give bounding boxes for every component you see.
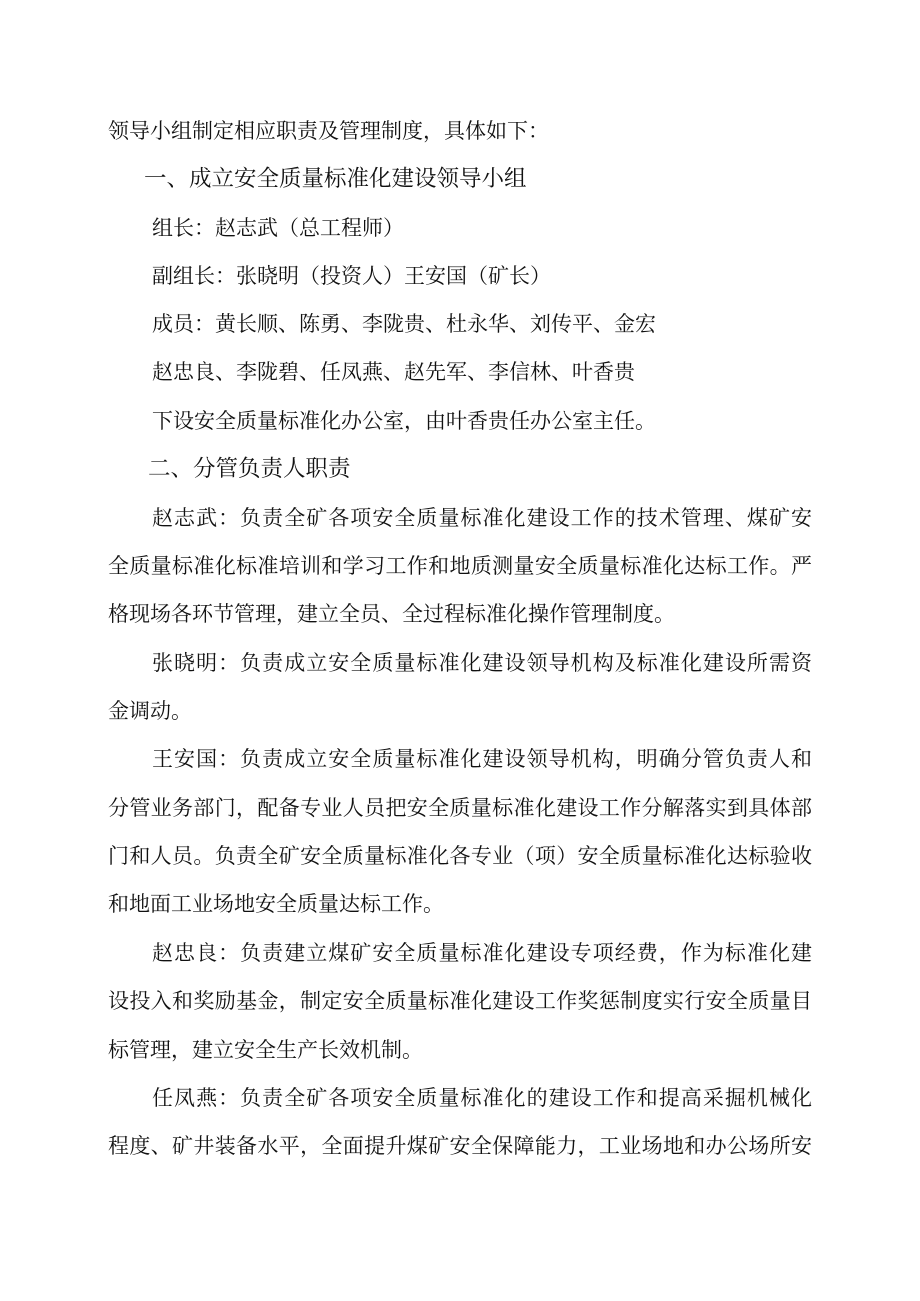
paragraph-ren-fengyan-line-2: 程度、矿井装备水平，全面提升煤矿安全保障能力，工业场地和办公场所安 [108, 1134, 812, 1158]
paragraph-wang-anguo-line-3: 门和人员。负责全矿安全质量标准化各专业（项）安全质量标准化达标验收 [108, 844, 812, 868]
deputy-line: 副组长：张晓明（投资人）王安国（矿长） [152, 264, 551, 288]
paragraph-zhao-zhiwu-line-3: 格现场各环节管理，建立全员、全过程标准化操作管理制度。 [108, 602, 675, 626]
leader-line: 组长：赵志武（总工程师） [152, 216, 404, 240]
intro-line: 领导小组制定相应职责及管理制度，具体如下： [108, 119, 549, 143]
paragraph-zhao-zhiwu-line-2: 全质量标准化标准培训和学习工作和地质测量安全质量标准化达标工作。严 [108, 554, 812, 578]
section1-heading: 一、成立安全质量标准化建设领导小组 [144, 166, 527, 192]
paragraph-ren-fengyan-line-1: 任凤燕：负责全矿各项安全质量标准化的建设工作和提高采掘机械化 [152, 1086, 812, 1110]
paragraph-zhang-xiaoming-line-2: 金调动。 [108, 699, 192, 723]
paragraph-wang-anguo-line-2: 分管业务部门，配备专业人员把安全质量标准化建设工作分解落实到具体部 [108, 796, 812, 820]
paragraph-zhao-zhongliang-line-3: 标管理，建立安全生产长效机制。 [108, 1038, 423, 1062]
paragraph-zhao-zhiwu-line-1: 赵志武：负责全矿各项安全质量标准化建设工作的技术管理、煤矿安 [152, 506, 812, 530]
members-line-2: 赵忠良、李陇碧、任凤燕、赵先军、李信林、叶香贵 [152, 360, 635, 384]
paragraph-zhang-xiaoming-line-1: 张晓明：负责成立安全质量标准化建设领导机构及标准化建设所需资 [152, 651, 812, 675]
section2-heading: 二、分管负责人职责 [148, 456, 351, 482]
members-line-1: 成员：黄长顺、陈勇、李陇贵、杜永华、刘传平、金宏 [152, 312, 656, 336]
paragraph-zhao-zhongliang-line-2: 设投入和奖励基金，制定安全质量标准化建设工作奖惩制度实行安全质量目 [108, 989, 812, 1013]
paragraph-zhao-zhongliang-line-1: 赵忠良：负责建立煤矿安全质量标准化建设专项经费，作为标准化建 [152, 941, 812, 965]
office-line: 下设安全质量标准化办公室，由叶香贵任办公室主任。 [152, 409, 656, 433]
paragraph-wang-anguo-line-1: 王安国：负责成立安全质量标准化建设领导机构，明确分管负责人和 [152, 747, 812, 771]
paragraph-wang-anguo-line-4: 和地面工业场地安全质量达标工作。 [108, 892, 444, 916]
